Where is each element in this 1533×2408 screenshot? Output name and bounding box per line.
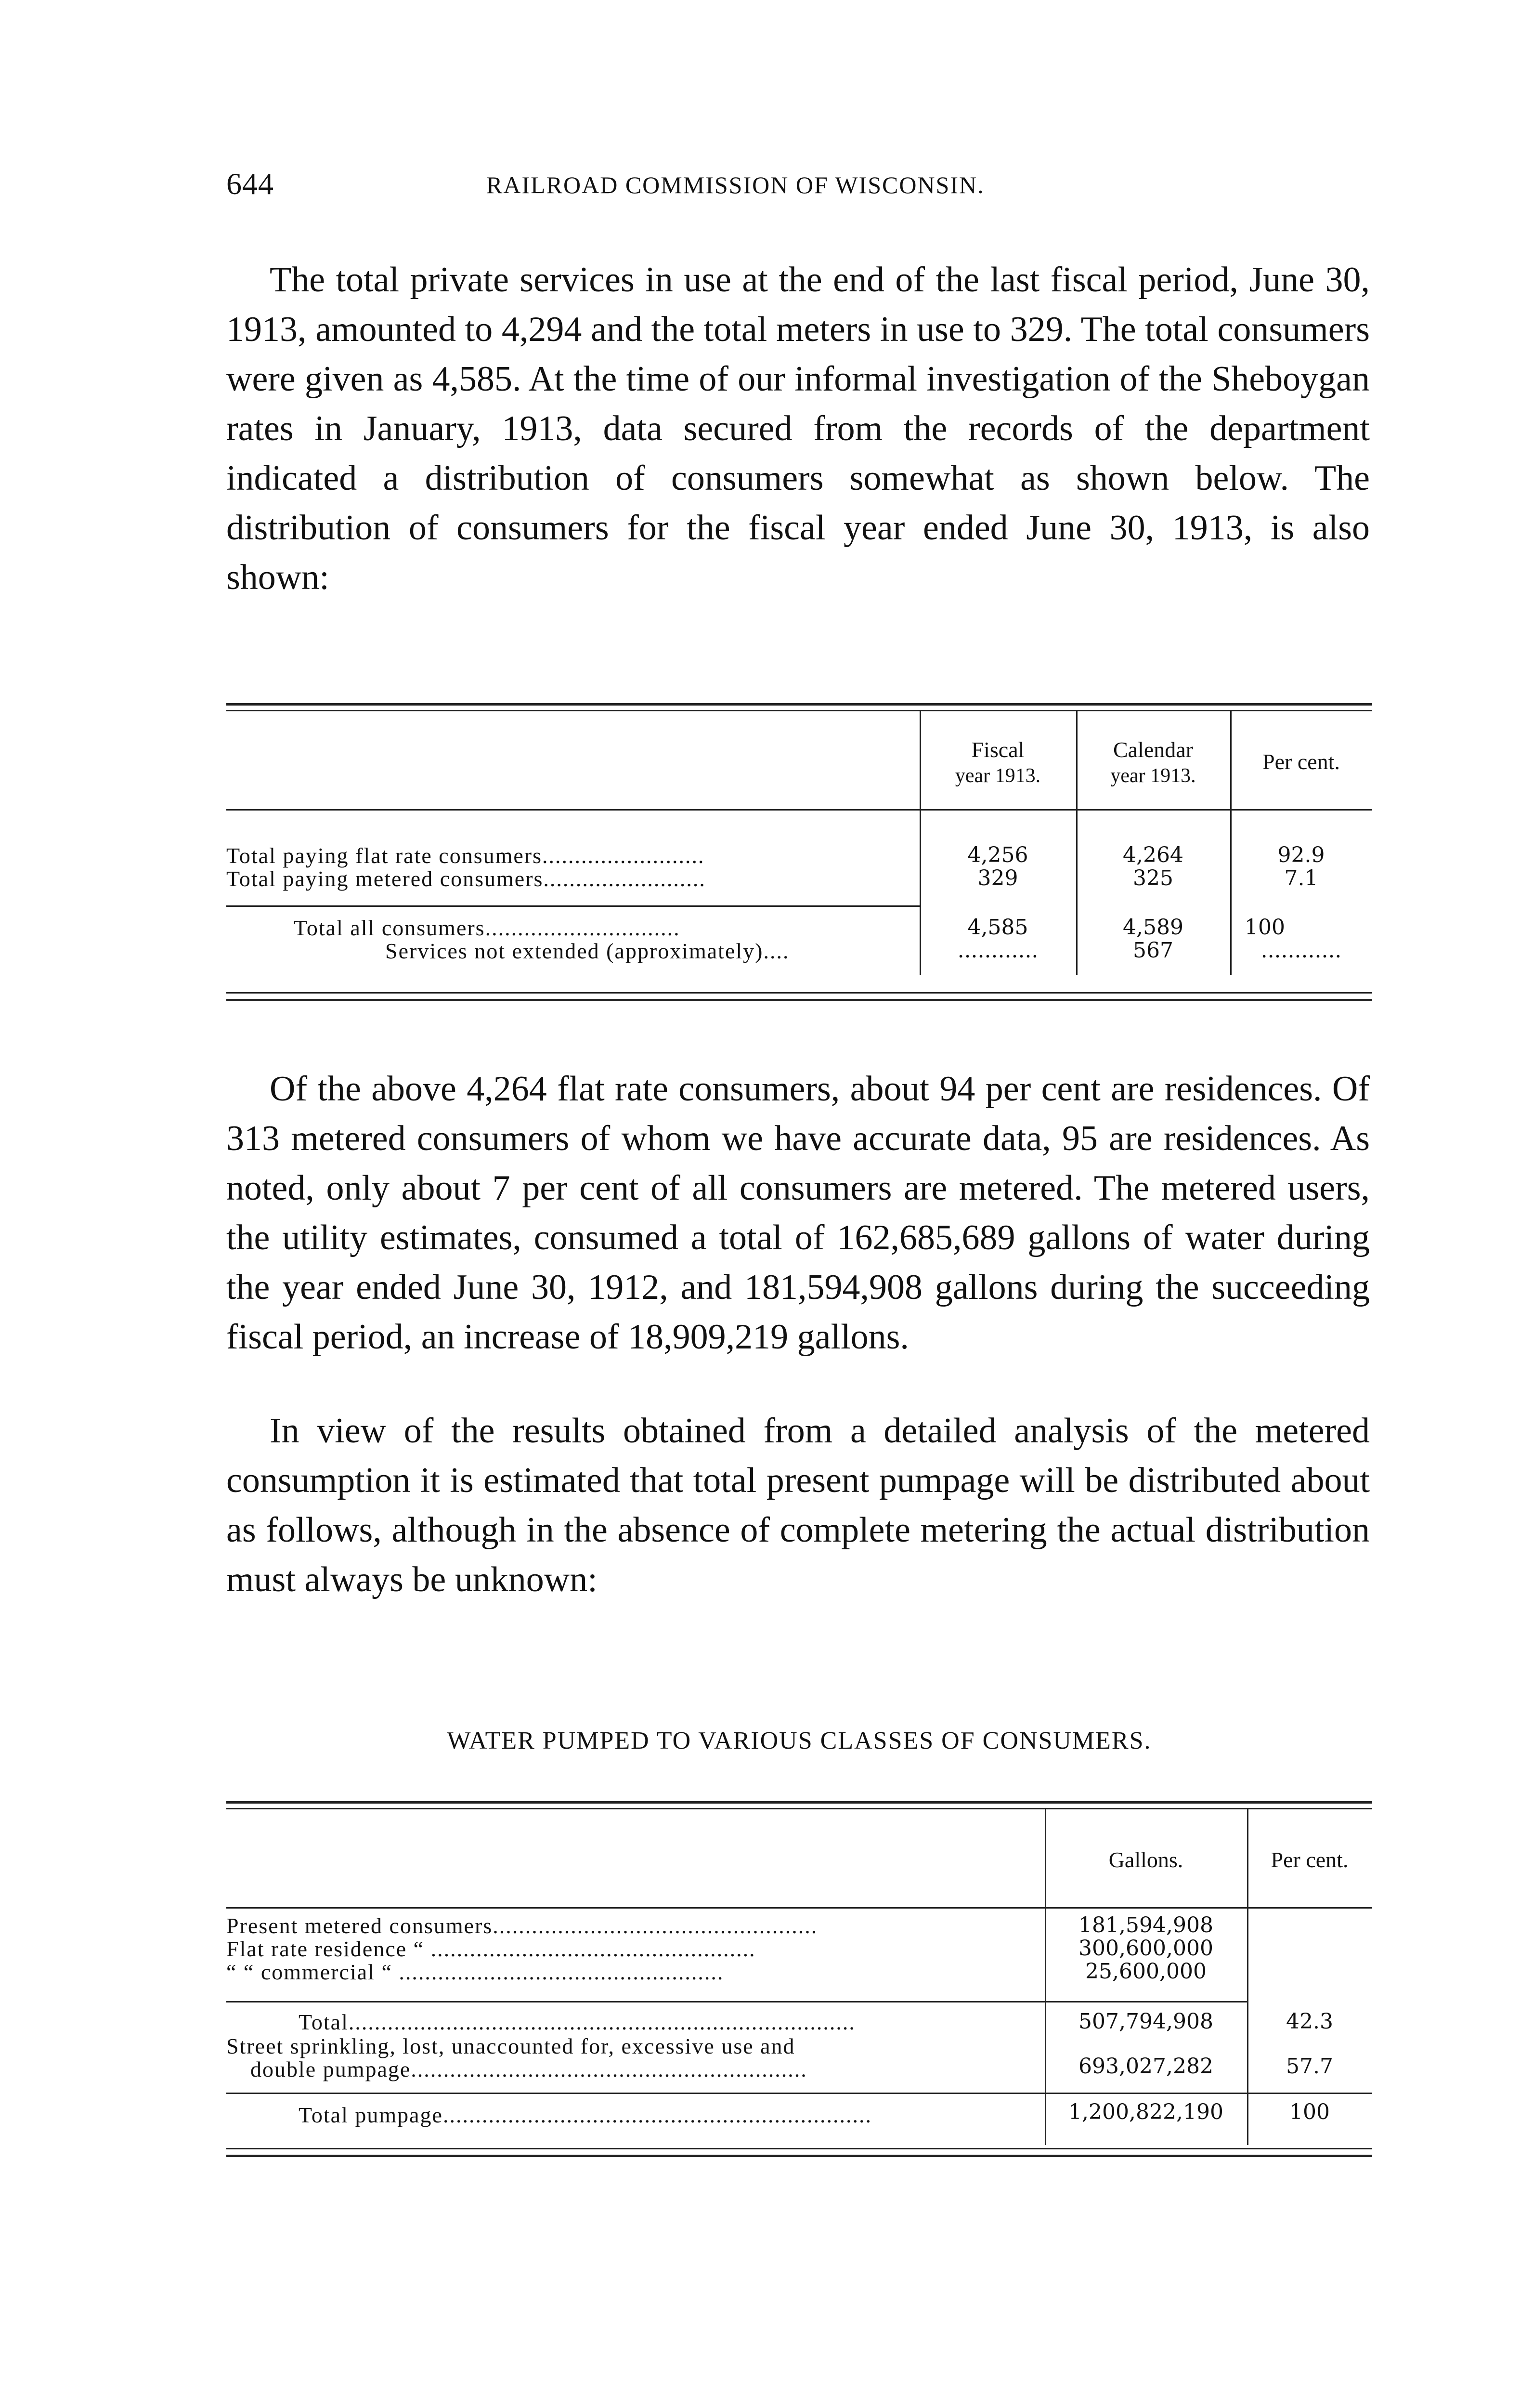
row-label: “ “ commercial “ .................................................. (226, 1960, 724, 1984)
header-calendar-line1: Calendar (1113, 737, 1194, 762)
table-rule-bottom (226, 2155, 1372, 2157)
row-gallons-value: 25,600,000 (1085, 1959, 1207, 1984)
row-label: Flat rate residence “ .................................................. (226, 1937, 756, 1961)
header-calendar-year (1076, 737, 1230, 789)
subtotal-rule (226, 905, 920, 907)
subtotal-rule-gallons (1045, 2001, 1247, 2002)
running-title: RAILROAD COMMISSION OF WISCONSIN. (486, 171, 985, 198)
row-gallons-value: 181,594,908 (1078, 1913, 1213, 1937)
row-gallons-value: 1,200,822,190 (1068, 2100, 1223, 2124)
table-rule-bottom-inner (226, 992, 1372, 994)
row-fiscal-value: ............ (957, 938, 1039, 963)
running-head (226, 166, 1363, 209)
paragraph-pumpage-estimate: In view of the results obtained from a detailed analysis of the metered consumption it is estimated that total present pumpage will be distributed about as follows, although in the absence of complete metering the actual distribution must always be unknown: (226, 1411, 1370, 1599)
pumpage-table-caption: WATER PUMPED TO VARIOUS CLASSES OF CONSUMERS. (447, 1727, 1152, 1754)
table-rule-top-inner (226, 1808, 1372, 1809)
header-underline (226, 1907, 1372, 1909)
header-underline (226, 809, 1372, 811)
table-rule-top (226, 1801, 1372, 1804)
row-calendar-value: 4,589 (1123, 915, 1183, 940)
header-fiscal-line1: Fiscal (971, 737, 1025, 762)
row-fiscal-value: 4,585 (967, 915, 1028, 940)
row-gallons-value: 300,600,000 (1078, 1936, 1213, 1961)
row-fiscal-value: 329 (977, 866, 1018, 890)
header-fiscal-year (920, 737, 1076, 789)
row-label-total: Total.............................................................................. (299, 2010, 856, 2034)
row-calendar-value: 325 (1133, 866, 1173, 890)
paragraph-services: The total private services in use at the end of the last fiscal period, June 30, 1913, amounted to 4,294 and the total meters in use to 329. The total consumers were given as 4,585. At the time of our informal investigation of the Sheboygan rates in January, 1913, data secured from the records of the department indicated a distribution of consumers somewhat as shown below. The distribution of consumers for the fiscal year ended June 30, 1913, is also shown: (226, 260, 1370, 597)
row-label: Services not extended (approximately).... (385, 939, 790, 963)
row-label: Total paying metered consumers......................... (226, 866, 706, 891)
table-rule-top (226, 703, 1372, 706)
row-calendar-value: 4,264 (1123, 843, 1183, 867)
row-percent-value: 100 (1245, 915, 1285, 940)
row-label: Present metered consumers.................................................. (226, 1913, 818, 1938)
table-rule-top-inner (226, 710, 1372, 711)
header-percent: Per cent. (1271, 1847, 1349, 1872)
row-calendar-value: 567 (1133, 938, 1173, 963)
row-percent-value: 7.1 (1284, 866, 1318, 890)
paragraph-metered-consumers: Of the above 4,264 flat rate consumers, about 94 per cent are residences. Of 313 metered consumers of whom we have accurate data, 95 are residences. As noted, only about 7 per cent of all consumers are metered. The metered users, the utility estimates, consumed a total of 162,685,689 gallons of water during the year ended June 30, 1912, and 181,594,908 gallons during the succeeding fiscal period, an increase of 18,909,219 gallons. (226, 1069, 1370, 1357)
row-percent-value: 42.3 (1286, 2009, 1333, 2034)
subtotal-rule (226, 2001, 1045, 2002)
row-percent-value: 57.7 (1286, 2054, 1333, 2079)
row-gallons-value: 507,794,908 (1078, 2009, 1213, 2034)
row-label-total: Total all consumers.............................. (294, 916, 680, 940)
pumpage-table (226, 1801, 1372, 2186)
row-gallons-value: 693,027,282 (1078, 2054, 1213, 2079)
table-rule-bottom (226, 999, 1372, 1001)
row-label: Total paying flat rate consumers......................... (226, 843, 705, 868)
row-label-grand-total: Total pumpage.................................................................. (299, 2103, 872, 2127)
header-calendar-line2: year 1913. (1110, 765, 1196, 787)
page-number: 644 (226, 167, 274, 201)
row-fiscal-value: 4,256 (967, 843, 1028, 867)
row-label: double pumpage............................................................. (250, 2057, 807, 2081)
header-percent: Per cent. (1262, 749, 1340, 774)
row-percent-value: 92.9 (1277, 843, 1325, 867)
header-fiscal-line2: year 1913. (955, 765, 1041, 787)
total-rule (226, 2093, 1372, 2094)
row-label: Street sprinkling, lost, unaccounted for, excessive use and (226, 2034, 795, 2058)
header-gallons: Gallons. (1108, 1847, 1183, 1872)
consumers-table (226, 703, 1372, 1031)
table-rule-bottom-inner (226, 2148, 1372, 2149)
row-percent-value: 100 (1289, 2100, 1330, 2124)
row-percent-value: ............ (1260, 938, 1342, 963)
